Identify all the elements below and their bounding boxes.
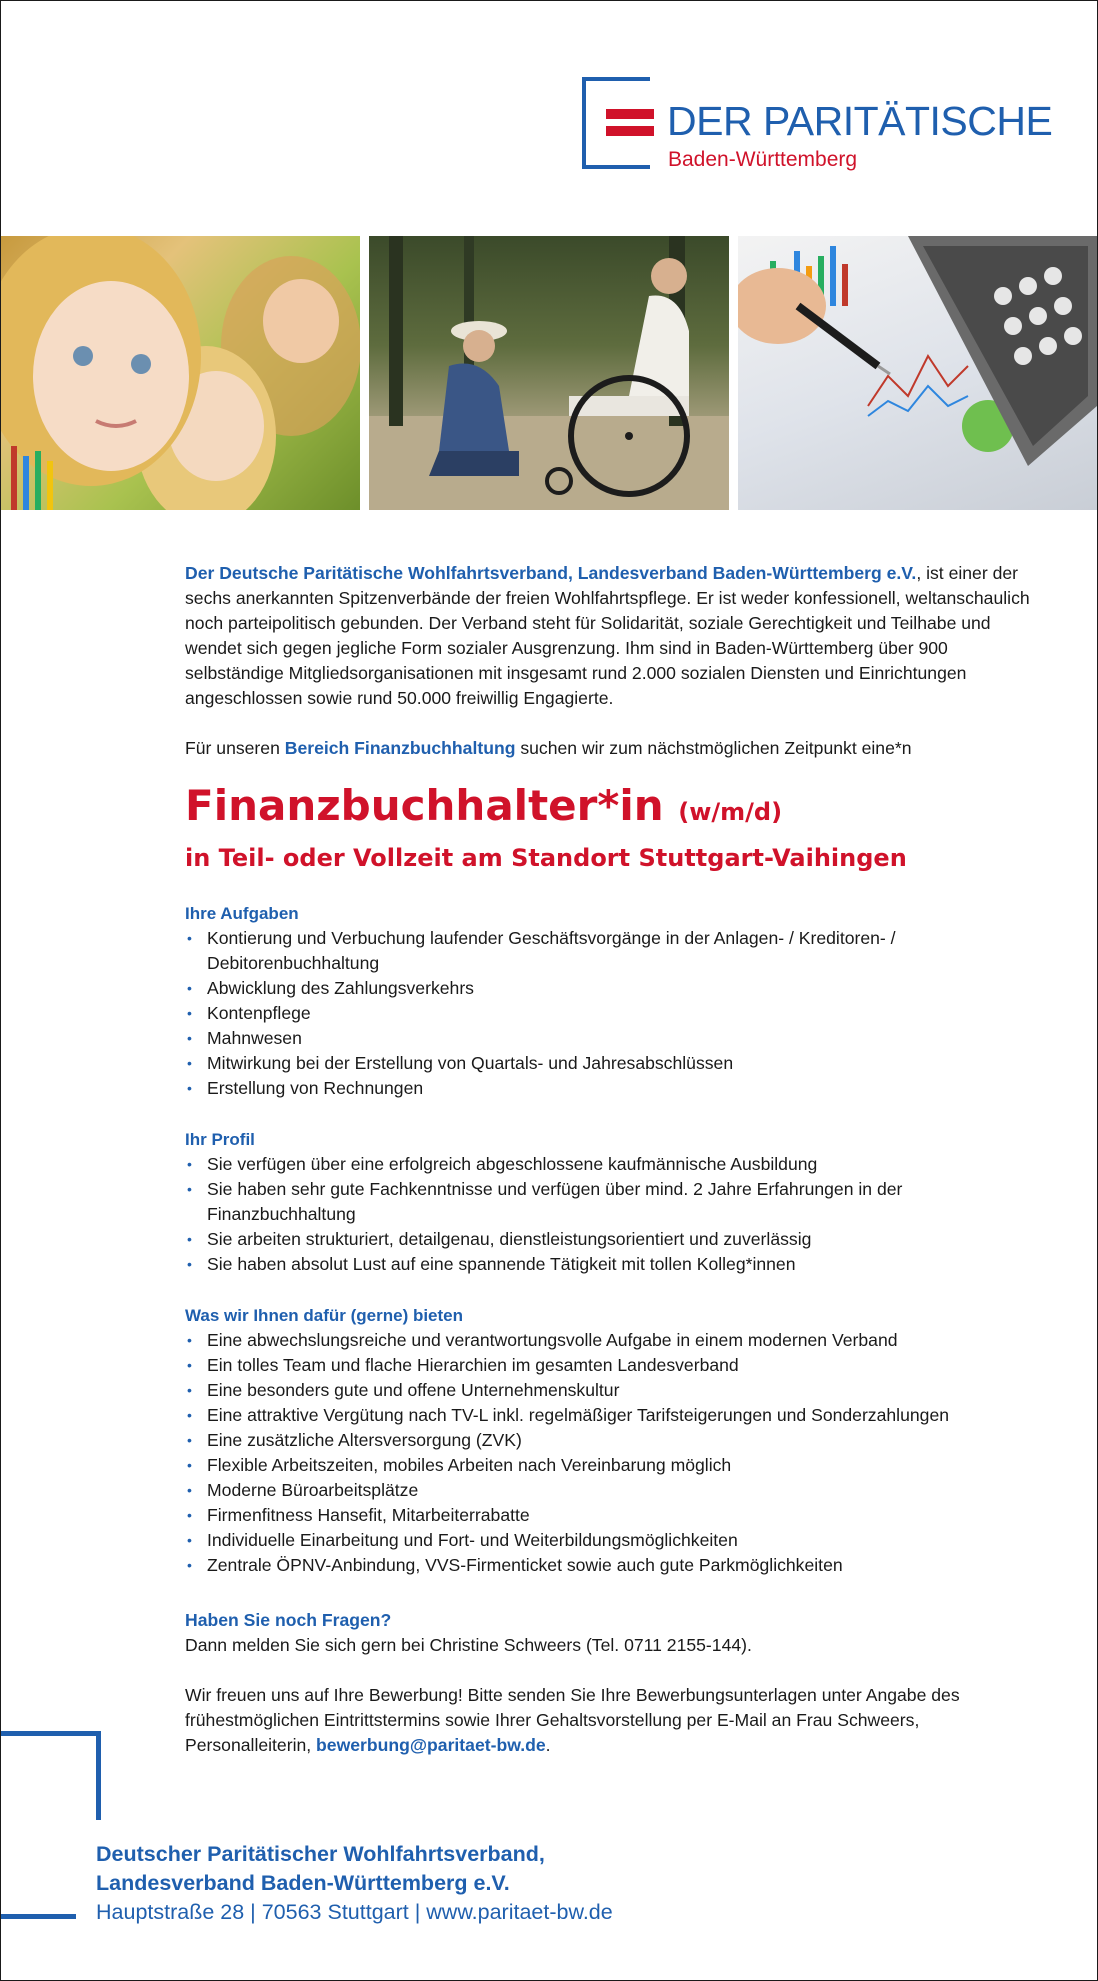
offer-list — [185, 1328, 1035, 1578]
department-name: Bereich Finanzbuchhaltung — [284, 738, 516, 758]
footer-address: Hauptstraße 28 | 70563 Stuttgart | www.paritaet-bw.de — [96, 1900, 613, 1924]
list-item: • Firmenfitness Hansefit, Mitarbeiterrabatte — [185, 1503, 1035, 1528]
calculator-chart-photo — [738, 236, 1097, 510]
application-end: . — [545, 1735, 551, 1755]
list-item: • Erstellung von Rechnungen — [185, 1076, 1035, 1101]
children-photo — [1, 236, 360, 510]
list-item: • Sie haben sehr gute Fachkenntnisse und verfügen über mind. 2 Jahre Erfahrungen in der Finanzbuchhaltung — [185, 1177, 1035, 1227]
list-item: • Eine besonders gute und offene Unternehmenskultur — [185, 1378, 1035, 1403]
job-title-text: Finanzbuchhalter*in — [185, 781, 664, 830]
search-prefix: Für unseren — [185, 738, 285, 758]
search-sentence — [185, 736, 1035, 761]
profile-heading: Ihr Profil — [185, 1130, 255, 1149]
org-name: Der Deutsche Paritätische Wohlfahrtsverband, Landesverband Baden-Württemberg e.V. — [185, 563, 917, 583]
list-item: • Ein tolles Team und flache Hierarchien im gesamten Landesverband — [185, 1353, 1035, 1378]
logo-frame-icon — [582, 77, 650, 169]
gender-note: (w/m/d) — [678, 798, 783, 826]
org-description: , ist einer der sechs anerkannten Spitzenverbände der freien Wohlfahrtspflege. Er ist weder konfessionell, weltanschaulich noch parteipolitisch gebunden. Der Verband steht für Solidarität, soziale Gerechtigkeit und Teilhabe und wendet sich gegen jegliche Form sozialer Ausgrenzung. Ihm sind in Baden-Württemberg über 900 selbständige Mitgliedsorganisationen mit insgesamt rund 2.000 sozialen Diensten und Einrichtungen angeschlossen sowie rund 50.000 freiwillig Engagierte. — [185, 563, 1030, 708]
list-item: • Individuelle Einarbeitung und Fort- und Weiterbildungsmöglichkeiten — [185, 1528, 1035, 1553]
search-suffix: suchen wir zum nächstmöglichen Zeitpunkt eine*n — [515, 738, 912, 758]
list-item: • Mahnwesen — [185, 1026, 1035, 1051]
footer-corner-bottom — [1, 1914, 76, 1919]
footer-corner-side — [96, 1731, 101, 1820]
application-text — [185, 1683, 1035, 1758]
list-item: • Sie verfügen über eine erfolgreich abgeschlossene kaufmännische Ausbildung — [185, 1152, 1035, 1177]
wheelchair-photo — [369, 236, 729, 510]
job-title — [185, 781, 1035, 837]
list-item: • Sie haben absolut Lust auf eine spannende Tätigkeit mit tollen Kolleg*innen — [185, 1252, 1035, 1277]
intro-paragraph — [185, 561, 1035, 711]
paritaetische-logo — [582, 77, 1053, 175]
logo-title: DER PARITÄTISCHE — [667, 98, 1053, 144]
footer-corner-top — [1, 1731, 101, 1736]
list-item: • Sie arbeiten strukturiert, detailgenau, dienstleistungsorientiert und zuverlässig — [185, 1227, 1035, 1252]
logo-subtitle: Baden-Württemberg — [668, 148, 858, 171]
list-item: • Eine abwechslungsreiche und verantwortungsvolle Aufgabe in einem modernen Verband — [185, 1328, 1035, 1353]
footer-org-line1: Deutscher Paritätischer Wohlfahrtsverband, — [96, 1842, 545, 1866]
list-item: • Kontenpflege — [185, 1001, 1035, 1026]
logo-bar-top — [606, 109, 654, 119]
intro-section — [185, 561, 1035, 761]
list-item: • Flexible Arbeitszeiten, mobiles Arbeiten nach Vereinbarung möglich — [185, 1453, 1035, 1478]
contact-text: Dann melden Sie sich gern bei Christine Schweers (Tel. 0711 2155-144). — [185, 1635, 752, 1655]
email-link[interactable]: bewerbung@paritaet-bw.de — [316, 1735, 546, 1755]
contact-heading: Haben Sie noch Fragen? — [185, 1610, 392, 1630]
footer-org-line2: Landesverband Baden-Württemberg e.V. — [96, 1871, 510, 1895]
tasks-list — [185, 926, 1035, 1101]
list-item: • Zentrale ÖPNV-Anbindung, VVS-Firmenticket sowie auch gute Parkmöglichkeiten — [185, 1553, 1035, 1578]
list-item: • Mitwirkung bei der Erstellung von Quartals- und Jahresabschlüssen — [185, 1051, 1035, 1076]
list-item: • Kontierung und Verbuchung laufender Geschäftsvorgänge in der Anlagen- / Kreditoren- / Debitorenbuchhaltung — [185, 926, 1035, 976]
profile-list — [185, 1152, 1035, 1277]
photo-strip — [1, 236, 1097, 510]
list-item: • Abwicklung des Zahlungsverkehrs — [185, 976, 1035, 1001]
tasks-heading: Ihre Aufgaben — [185, 904, 299, 923]
list-item: • Moderne Büroarbeitsplätze — [185, 1478, 1035, 1503]
list-item: • Eine attraktive Vergütung nach TV-L inkl. regelmäßiger Tarifsteigerungen und Sonderzahlungen — [185, 1403, 1035, 1428]
ad-content — [185, 561, 1035, 1758]
footer — [96, 1840, 613, 1927]
list-item: • Eine zusätzliche Altersversorgung (ZVK) — [185, 1428, 1035, 1453]
job-subtitle: in Teil- oder Vollzeit am Standort Stuttgart-Vaihingen — [185, 844, 907, 872]
logo-bar-bottom — [606, 126, 654, 136]
application-instructions: Wir freuen uns auf Ihre Bewerbung! Bitte senden Sie Ihre Bewerbungsunterlagen unter Angabe des frühestmöglichen Eintrittstermins sowie Ihrer Gehaltsvorstellung per E-Mail an Frau Schweers, Personalleiterin, — [185, 1685, 960, 1755]
offer-heading: Was wir Ihnen dafür (gerne) bieten — [185, 1306, 464, 1325]
